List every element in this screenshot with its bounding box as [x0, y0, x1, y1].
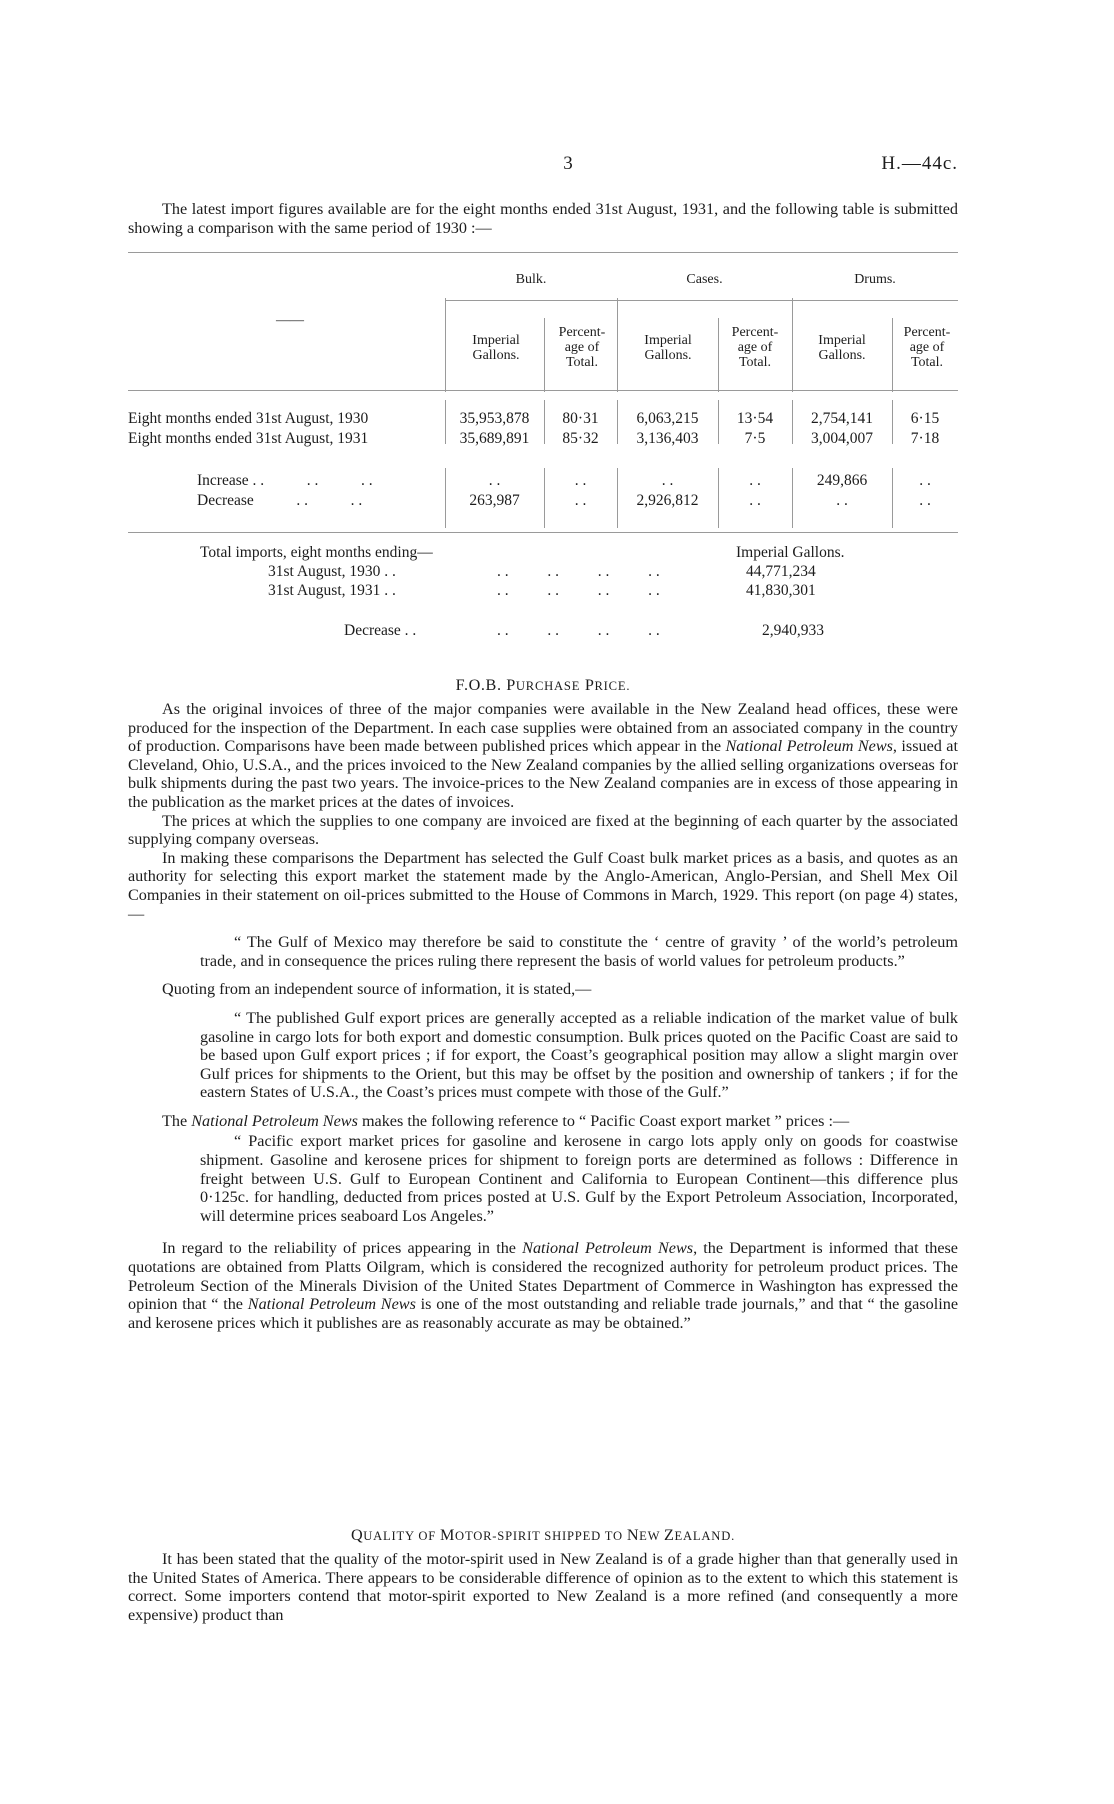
publication-title: National Petroleum News: [247, 1295, 416, 1314]
table-top-rule: [128, 252, 958, 253]
cell-bulk-percent: . .: [574, 472, 587, 489]
section-heading-fob: [128, 676, 958, 695]
cell-cases-percent: . .: [749, 492, 761, 509]
cell-cases-gallons: 2,926,812: [636, 492, 699, 509]
heading-part: N: [626, 1526, 640, 1544]
cell-bulk-gallons: 263,987: [469, 492, 520, 509]
subhead-gallons: Imperial Gallons.: [818, 333, 866, 363]
document-reference: H.—44c.: [881, 153, 958, 174]
cell-drums-percent: . .: [919, 492, 931, 509]
paragraph-text: is one of the most outstanding and reliable trade journals,” and that “ the gasoline and kerosene prices which it publishes are as reasonably accurate as may be obtained.”: [128, 1295, 958, 1332]
heading-part: P: [580, 676, 595, 694]
cell-drums-percent: 6·15: [910, 410, 940, 427]
heading-part: EALAND.: [674, 1529, 736, 1543]
paragraph: Quoting from an independent source of information, it is stated,—: [162, 980, 592, 999]
table-vrule: [544, 318, 545, 392]
heading-part: EW: [639, 1529, 665, 1543]
cell-cases-percent: . .: [749, 472, 761, 489]
group-head-drums: Drums.: [854, 272, 896, 287]
table-vrule: [792, 298, 793, 392]
row-label-decrease: Decrease . . . .: [197, 492, 363, 509]
paragraph: [128, 1112, 958, 1131]
publication-title: National Petroleum News: [725, 737, 893, 756]
subhead-gallons: Imperial Gallons.: [472, 333, 520, 363]
heading-part: M: [440, 1526, 456, 1544]
heading-part: OTOR-SPIRIT SHIPPED TO: [455, 1529, 627, 1543]
row-label: Eight months ended 31st August, 1930: [128, 410, 369, 427]
table-bottom-rule: [128, 532, 958, 533]
cell-drums-gallons: 249,866: [816, 472, 868, 489]
heading-part: UALITY OF: [363, 1529, 441, 1543]
publication-title: National Petroleum News: [522, 1239, 694, 1258]
cell-bulk-percent: . .: [574, 492, 587, 509]
paragraph-text: The: [162, 1111, 192, 1130]
cell-drums-percent: . .: [919, 472, 931, 489]
cell-drums-percent: 7·18: [910, 430, 940, 447]
totals-row-label: 31st August, 1931 . .: [268, 582, 396, 599]
heading-part: Z: [664, 1526, 675, 1544]
paragraph: [128, 1239, 958, 1332]
quotation: “ The Gulf of Mexico may therefore be said to constitute the ‘ centre of gravity ’ of the world’s petroleum trade, and in consequence the prices ruling there represent the basis of world values for petroleum products.”: [200, 933, 958, 970]
quotation: “ Pacific export market prices for gasoline and kerosene in cargo lots apply only on goods for coastwise shipment. Gasoline and kerosene prices for shipment to foreign ports are determined as follows : Difference in freight between U.S. Gulf to European Continent and California to European Continent—this difference plus 0·125c. for handling, deducted from prices posted at U.S. Gulf by the Export Petroleum Association, Incorporated, will determine prices seaboard Los Angeles.”: [200, 1132, 958, 1225]
table-vrule: [892, 318, 893, 392]
paragraph-quality: It has been stated that the quality of the motor-spirit used in New Zealand is of a grade higher than that generally used in the United States of America. There appears to be considerable difference of opinion as to the extent to which this statement is correct. Some importers contend that motor-spirit exported to New Zealand is a more refined (and consequently a more expensive) product than: [128, 1550, 958, 1624]
cell-cases-gallons: 6,063,215: [636, 410, 699, 427]
totals-decrease-label: Decrease . .: [344, 622, 417, 639]
paragraph-text: In regard to the reliability of prices appearing in the: [162, 1239, 523, 1258]
paragraph: In making these comparisons the Department has selected the Gulf Coast bulk market prices as a basis, and quotes as an authority for selecting this export market the statement made by the Anglo-American, Anglo-Persian, and Shell Mex Oil Companies in their statement on oil-prices submitted to the House of Commons in March, 1929. This report (on page 4) states,—: [128, 848, 958, 923]
totals-row-value: 44,771,234: [746, 563, 816, 580]
section-heading-quality: [128, 1526, 958, 1545]
totals-row-leaders: . . . . . . . .: [497, 563, 660, 580]
totals-row-leaders: . . . . . . . .: [497, 582, 660, 599]
row-label: Eight months ended 31st August, 1931: [128, 430, 369, 447]
paragraph-text: , issued at Cleveland, Ohio, U.S.A., and the prices invoiced to the New Zealand companies by the allied selling organizations overseas for bulk shipments during the past two years. The invoice-prices to the New Zealand companies are in excess of those appearing in the publication as the market prices at the dates of invoices.: [128, 737, 958, 811]
cell-bulk-percent: 85·32: [562, 430, 599, 447]
page-number: 3: [563, 153, 573, 174]
section-body-fob: [128, 700, 958, 1332]
cell-bulk-gallons: 35,953,878: [459, 410, 530, 427]
paragraph: [128, 700, 958, 812]
cell-bulk-percent: 80·31: [562, 410, 599, 427]
cell-cases-gallons: . .: [661, 472, 674, 489]
totals-row-value: 41,830,301: [746, 582, 816, 599]
group-head-bulk: Bulk.: [515, 272, 547, 287]
cell-bulk-gallons: . .: [488, 472, 501, 489]
paragraph-text: , the Department is informed that these quotations are obtained from Platts Oilgram, which is considered the recognized authority for petroleum product prices. The Petroleum Section of the Minerals Division of the United States Department of Commerce in Washington has expressed the opinion that “ the: [128, 1239, 958, 1314]
cell-cases-gallons: 3,136,403: [636, 430, 699, 447]
cell-bulk-gallons: 35,689,891: [459, 430, 530, 447]
heading-part: RICE.: [594, 679, 631, 693]
paragraph-text: As the original invoices of three of the major companies were available in the New Zealand head offices, these were produced for the inspection of the Department. In each case supplies were obtained from an associated company in the country of production. Comparisons have been made between published prices which appear in the: [128, 700, 958, 756]
cell-cases-percent: 13·54: [736, 410, 774, 427]
totals-decrease-value: 2,940,933: [762, 622, 824, 639]
group-head-cases: Cases.: [686, 272, 723, 287]
heading-part: F.O.B. P: [455, 676, 516, 694]
import-table: [0, 0, 1114, 560]
table-vrule: [617, 298, 618, 392]
cell-drums-gallons: 3,004,007: [811, 430, 873, 447]
paragraph: The prices at which the supplies to one company are invoiced are fixed at the beginning of each quarter by the associated supplying company overseas.: [128, 811, 958, 849]
totals-row-label: 31st August, 1930 . .: [268, 563, 396, 580]
totals-unit: Imperial Gallons.: [736, 544, 845, 561]
stub-head-dash: ——: [276, 313, 304, 328]
table-vrule: [718, 318, 719, 392]
subhead-percent: Percent-age of Total.: [731, 325, 779, 370]
totals-title: Total imports, eight months ending—: [200, 544, 433, 561]
table-vrule: [445, 298, 446, 392]
cell-drums-gallons: . .: [836, 492, 848, 509]
paragraph-text: makes the following reference to “ Pacific Coast export market ” prices :—: [357, 1111, 850, 1130]
heading-part: URCHASE: [515, 679, 581, 693]
heading-part: Q: [350, 1526, 364, 1544]
cell-cases-percent: 7·5: [744, 430, 766, 447]
totals-decrease-leaders: . . . . . . . .: [497, 622, 660, 639]
subhead-gallons: Imperial Gallons.: [644, 333, 692, 363]
cell-drums-gallons: 2,754,141: [811, 410, 873, 427]
subhead-percent: Percent-age of Total.: [903, 325, 951, 370]
subhead-percent: Percent-age of Total.: [558, 325, 606, 370]
table-group-rule: [445, 300, 958, 301]
intro-paragraph: The latest import figures available are for the eight months ended 31st August, 1931, and the following table is submitted showing a comparison with the same period of 1930 :—: [128, 200, 958, 237]
publication-title: National Petroleum News: [191, 1111, 358, 1130]
quotation: “ The published Gulf export prices are generally accepted as a reliable indication of the market value of bulk gasoline in cargo lots for both export and domestic consumption. Bulk prices quoted on the Pacific Coast are said to be based upon Gulf export prices ; if for export, the Coast’s geographical position may allow a slight margin over Gulf prices for shipments to the Orient, but this may be offset by the position and ownership of tankers ; if for the eastern States of U.S.A., the Coast’s prices must compete with those of the Gulf.”: [200, 1008, 958, 1102]
table-header-rule: [128, 390, 958, 391]
row-label-increase: Increase . . . . . .: [197, 472, 373, 489]
